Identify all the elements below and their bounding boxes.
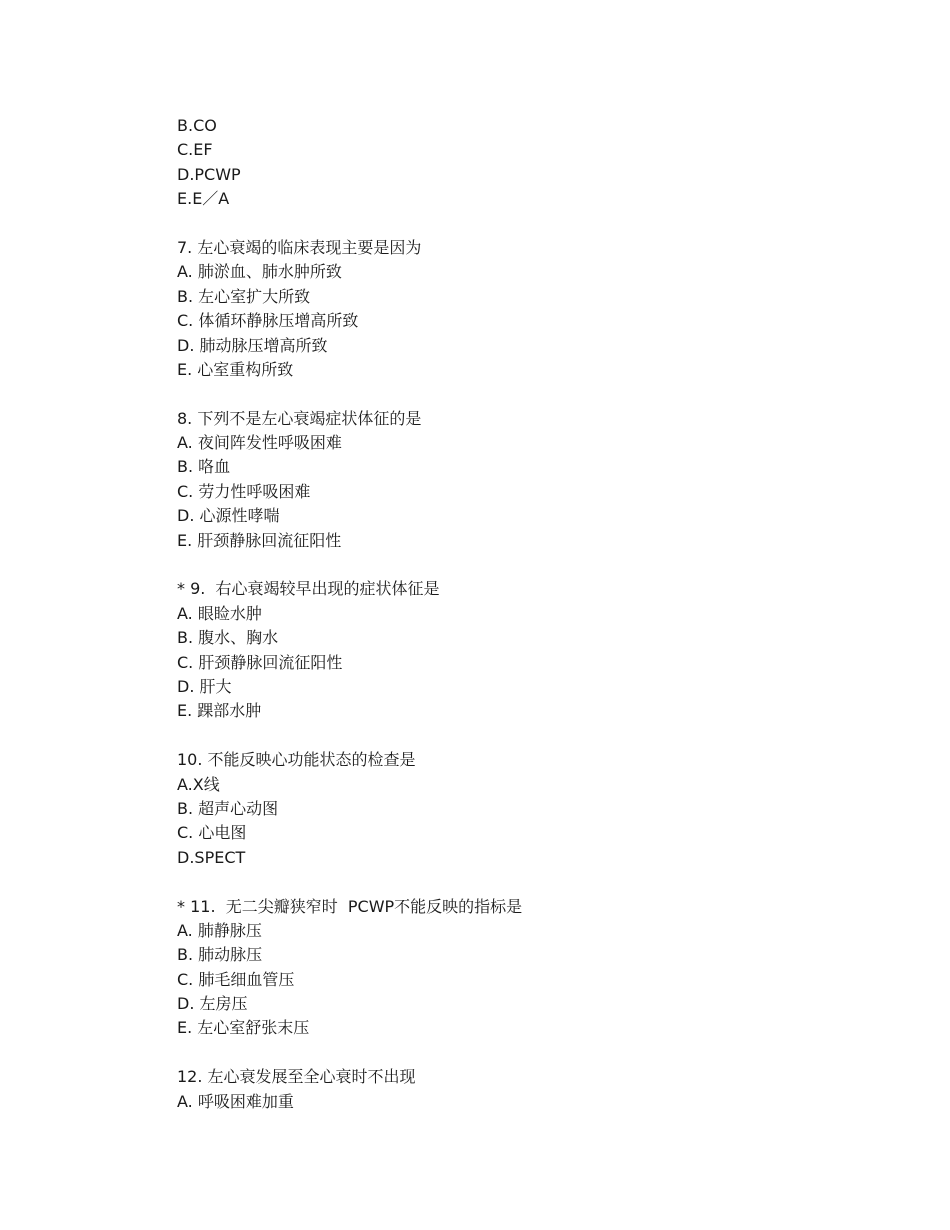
text-line: E. 肝颈静脉回流征阳性: [177, 530, 342, 550]
text-line: B. 肺动脉压: [177, 945, 263, 965]
text-line: B. 超声心动图: [177, 798, 279, 818]
blank-line: [177, 553, 877, 577]
text-line: D. 肝大: [177, 676, 232, 696]
text-line: A. 呼吸困难加重: [177, 1091, 294, 1111]
text-line: D. 心源性哮喘: [177, 506, 280, 526]
blank-line: [177, 1041, 877, 1065]
text-line: B.CO: [177, 116, 217, 135]
document-page: [177, 114, 877, 1114]
blank-line: [177, 212, 877, 236]
text-line: B. 咯血: [177, 457, 231, 477]
text-line: * 11. 无二尖瓣狭窄时 PCWP不能反映的指标是: [177, 896, 523, 916]
text-line: E. 心室重构所致: [177, 359, 294, 379]
blank-line: [177, 870, 877, 894]
text-line: C. 心电图: [177, 823, 247, 843]
text-line: C. 劳力性呼吸困难: [177, 481, 311, 501]
text-line: A. 眼睑水肿: [177, 603, 262, 623]
text-line: C. 体循环静脉压增高所致: [177, 311, 359, 331]
text-line: C. 肺毛细血管压: [177, 969, 295, 989]
text-line: D.PCWP: [177, 164, 241, 184]
text-line: C. 肝颈静脉回流征阳性: [177, 652, 343, 672]
text-line: A.X线: [177, 774, 220, 794]
text-line: D.SPECT: [177, 847, 246, 867]
text-line: A. 肺静脉压: [177, 920, 262, 940]
text-line: 10. 不能反映心功能状态的检查是: [177, 750, 416, 770]
text-line: D. 左房压: [177, 994, 248, 1014]
blank-line: [177, 382, 877, 406]
text-line: D. 肺动脉压增高所致: [177, 335, 328, 355]
text-line: E.E／A: [177, 189, 230, 209]
text-line: A. 夜间阵发性呼吸困难: [177, 433, 342, 453]
text-line: E. 踝部水肿: [177, 701, 262, 721]
text-line: 12. 左心衰发展至全心衰时不出现: [177, 1067, 416, 1087]
text-line: A. 肺淤血、肺水肿所致: [177, 262, 342, 282]
text-line: 8. 下列不是左心衰竭症状体征的是: [177, 408, 422, 428]
text-line: C.EF: [177, 140, 213, 160]
text-line: B. 左心室扩大所致: [177, 286, 311, 306]
text-line: 7. 左心衰竭的临床表现主要是因为: [177, 237, 422, 257]
text-line: E. 左心室舒张末压: [177, 1018, 310, 1038]
blank-line: [177, 724, 877, 748]
text-line: * 9. 右心衰竭较早出现的症状体征是: [177, 579, 440, 599]
text-line: B. 腹水、胸水: [177, 628, 279, 648]
